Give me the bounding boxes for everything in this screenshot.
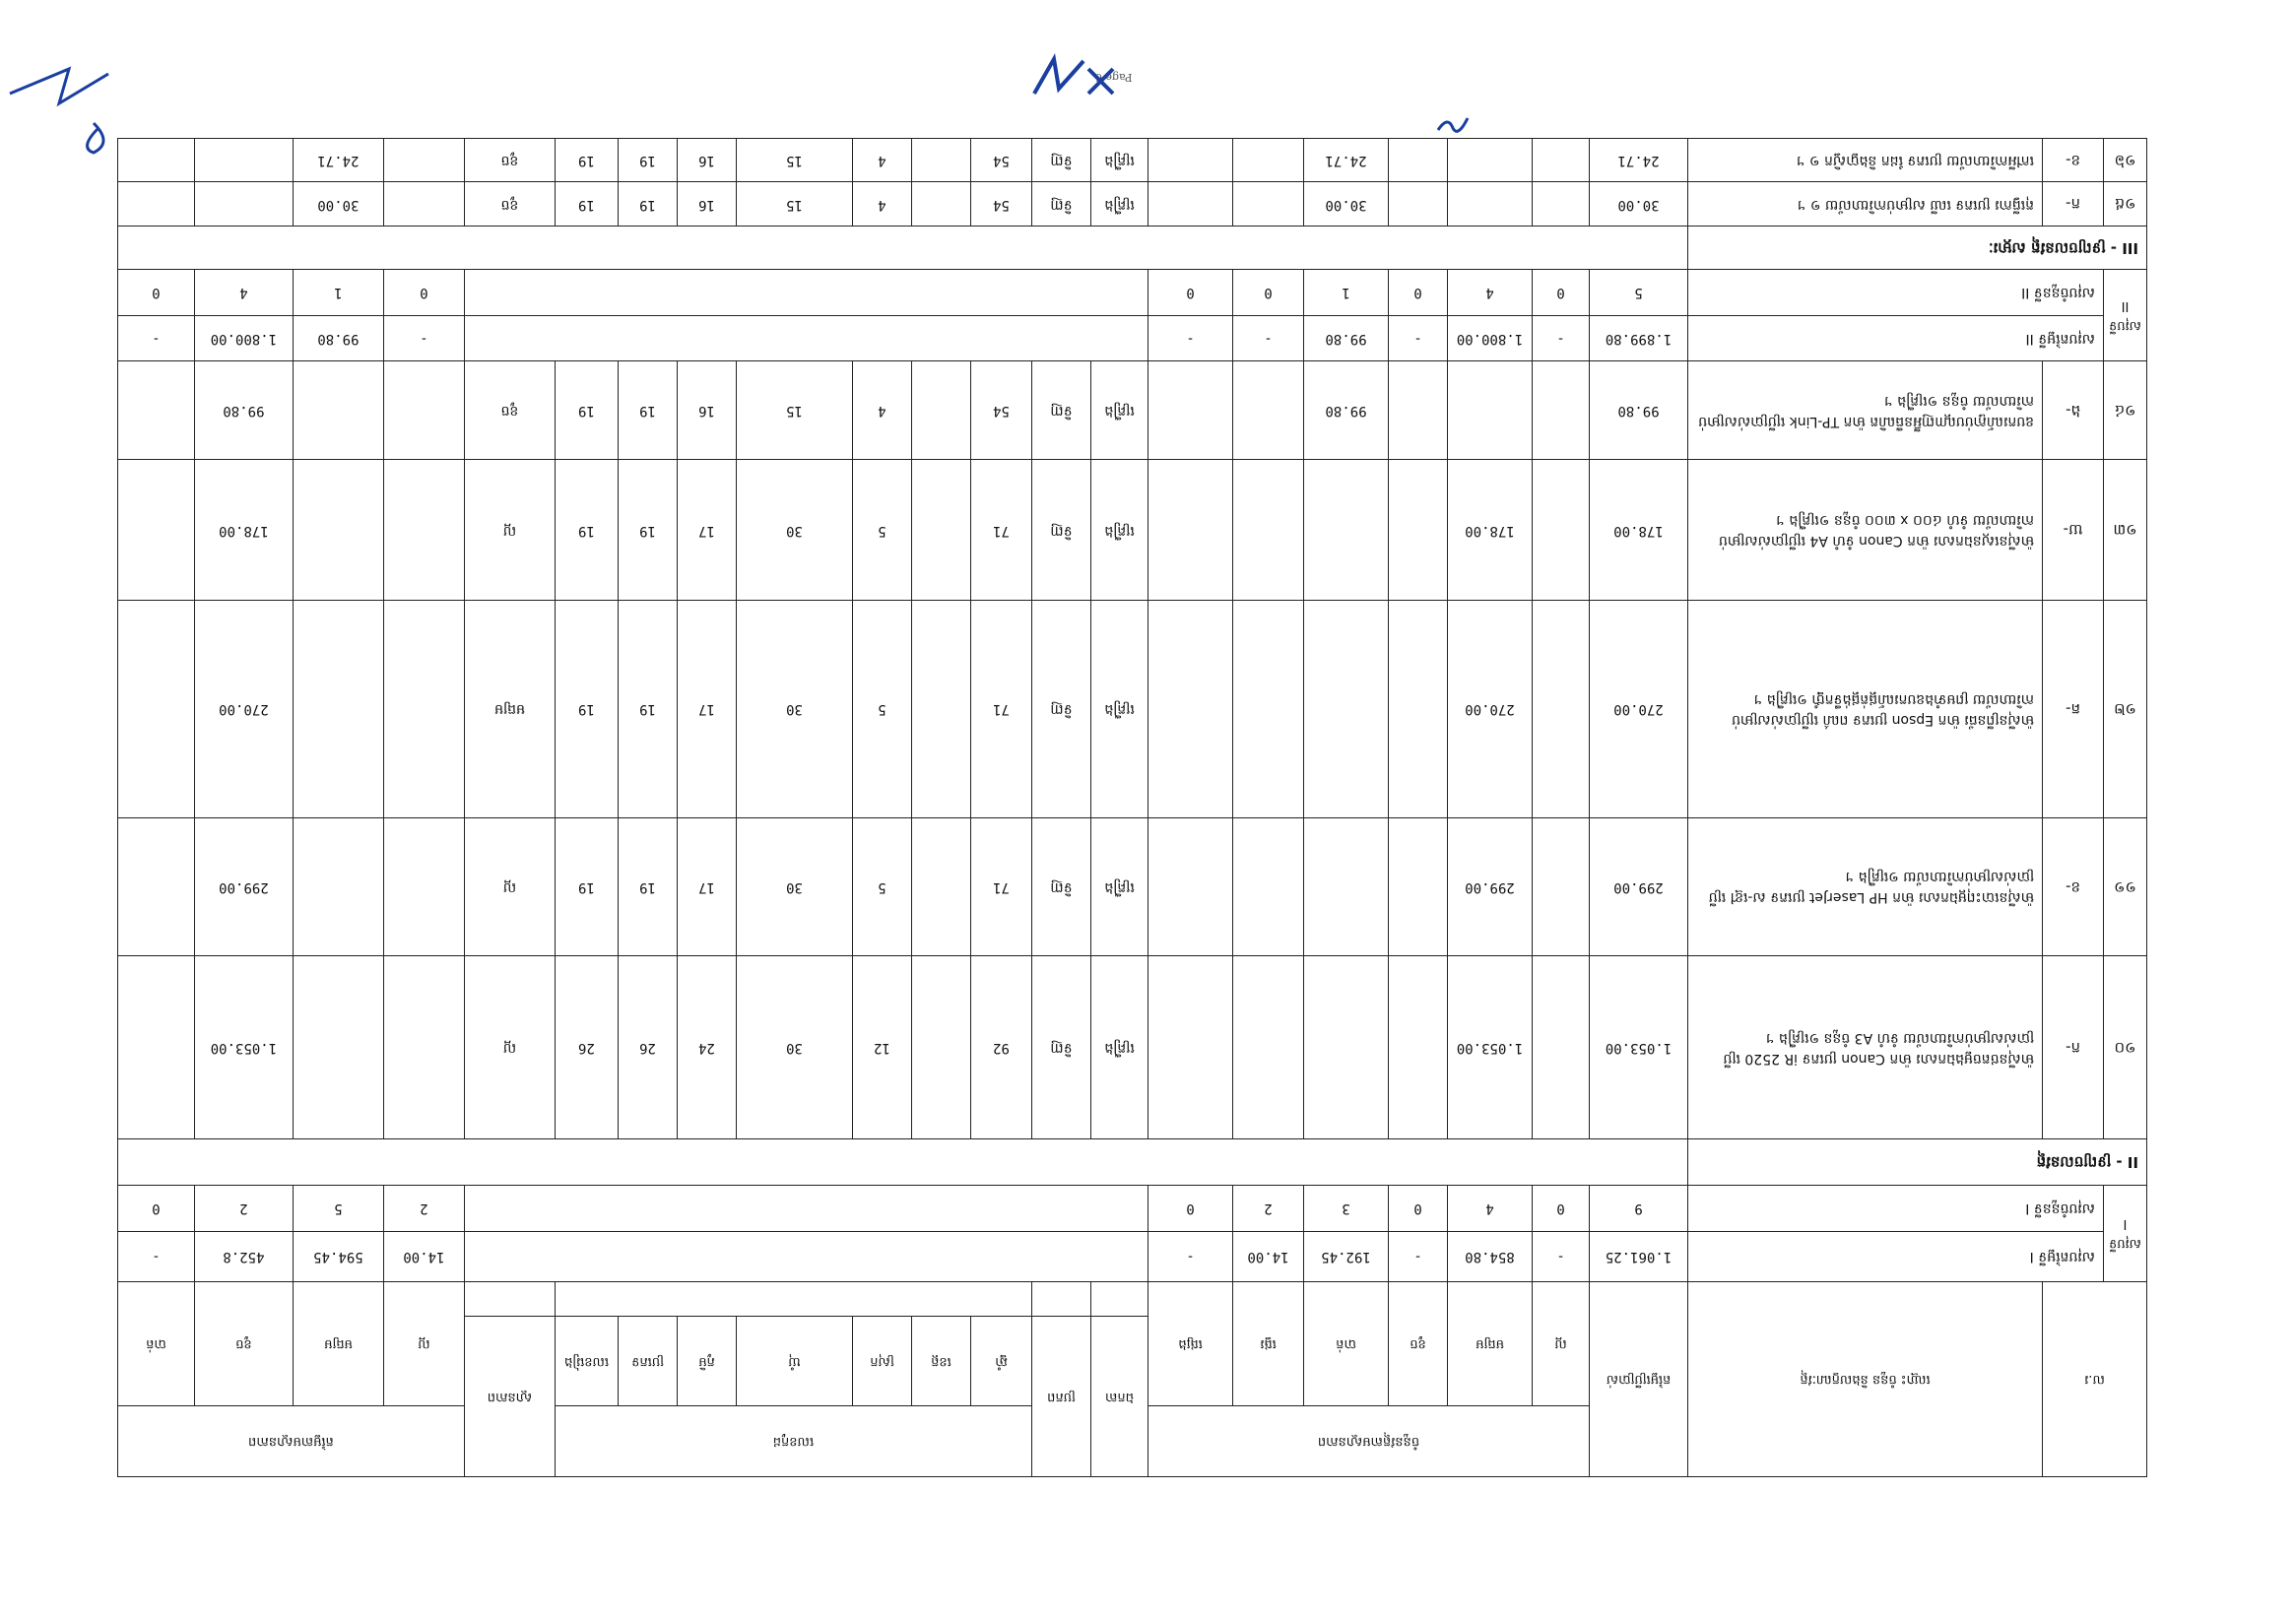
s2-title: II - ទ្រព្យចលនវត្ថុ	[1687, 1139, 2146, 1186]
row-10-other	[1148, 955, 1232, 1138]
s1-total-r-good: 14.00	[383, 1231, 464, 1281]
row-14-r-bad: 99.80	[194, 361, 293, 460]
header-inventory-group: ចំនួនវត្ថុតាមស្ថានភាព	[1148, 1405, 1589, 1476]
header-code-village: ភូមិ	[677, 1316, 736, 1405]
row-10-commune: 24	[677, 955, 736, 1138]
s3-title: III - ទ្រព្យចលនវត្ថុ សម្ភារៈ	[1687, 226, 2146, 269]
header-code-group: លេខកូដ	[555, 1405, 1031, 1476]
header-description: ឈ្មោះ ចំនួន និងលក្ខណៈវត្ថុ	[1687, 1281, 2042, 1476]
row-12-unit: គ្រឿង	[1090, 600, 1148, 817]
row-10-bad	[1388, 955, 1447, 1138]
s1-total-mid: 854.80	[1447, 1231, 1532, 1281]
row-15-status: ខូច	[464, 182, 555, 226]
s2-total-transfer: -	[1232, 315, 1303, 361]
header-remark-mid: មធ្យម	[293, 1281, 383, 1405]
row-13-status: ល្អ	[464, 460, 555, 600]
row-12-district: 30	[736, 600, 852, 817]
row-12-year: 71	[970, 600, 1031, 817]
header-no: ល.រ	[2042, 1281, 2146, 1476]
header-unit: ឯកតា	[1090, 1316, 1148, 1476]
s1-total-value: 1.061.25	[1589, 1231, 1687, 1281]
header-code-commune: ឃុំ	[736, 1316, 852, 1405]
row-15-mid	[1447, 182, 1532, 226]
s1-total-value-label: សរុបតម្លៃទី I	[1687, 1231, 2103, 1281]
row-13-commune: 17	[677, 460, 736, 600]
row-14-r-lost	[383, 361, 464, 460]
row-10-blank	[911, 955, 970, 1138]
header-inv-lost: បាត់	[1303, 1281, 1388, 1405]
row-13-r-bad	[117, 460, 194, 600]
row-12-blank	[911, 600, 970, 817]
s2-total-other: -	[1148, 315, 1232, 361]
row-10-value: 1.053.00	[1589, 955, 1687, 1138]
s1-total-count-row	[117, 1186, 2146, 1232]
row-16-year: 54	[970, 139, 1031, 182]
row-10-status: ល្អ	[464, 955, 555, 1138]
row-11-village: 19	[618, 818, 677, 956]
row-11-year: 71	[970, 818, 1031, 956]
s2-total-r-good: -	[383, 315, 464, 361]
header-inv-bad: ខូច	[1388, 1281, 1447, 1405]
row-12-bad	[1388, 600, 1447, 817]
row-14-village: 19	[618, 361, 677, 460]
asset-row-14	[117, 361, 2146, 460]
row-10-letter: ក-	[2042, 955, 2103, 1138]
row-15-r-bad: 30.00	[293, 182, 383, 226]
header-status: ស្ថានភាព	[464, 1316, 555, 1476]
row-15-year: 54	[970, 182, 1031, 226]
s1-count-r-mid: 5	[293, 1186, 383, 1232]
s1-total-transfer: 14.00	[1232, 1231, 1303, 1281]
s2-title-row	[117, 1139, 2146, 1186]
row-13-district: 30	[736, 460, 852, 600]
s2-count-good: 0	[1532, 269, 1589, 315]
row-13-letter: ឃ-	[2042, 460, 2103, 600]
row-14-lost: 99.80	[1303, 361, 1388, 460]
row-14-unit: គ្រឿង	[1090, 361, 1148, 460]
row-16-no: ១៦	[2104, 139, 2147, 182]
row-14-other	[1148, 361, 1232, 460]
row-15-district: 15	[736, 182, 852, 226]
row-12-value: 270.00	[1589, 600, 1687, 817]
row-11-unit: គ្រឿង	[1090, 818, 1148, 956]
s1-count-r-lost: 0	[117, 1186, 194, 1232]
s1-total-r-mid: 594.45	[293, 1231, 383, 1281]
row-15-other	[1148, 182, 1232, 226]
row-13-type: 19	[555, 460, 618, 600]
row-13-desc: ម៉ាស៊ីនស្កេនឯកសារ ម៉ាក Canon ទំហំ A4 ប្រើប្រាស់សម្រាប់ការិយាល័យ ទំហំ ៤០០ x ៣០០ ចំនួន ១គ្រឿង ។	[1687, 460, 2042, 600]
row-11-blank	[911, 818, 970, 956]
s1-total-other: -	[1148, 1231, 1232, 1281]
row-15-r-mid	[194, 182, 293, 226]
row-11-other	[1148, 818, 1232, 956]
row-13-other	[1148, 460, 1232, 600]
s1-total-bad: -	[1388, 1231, 1447, 1281]
row-11-status: ល្អ	[464, 818, 555, 956]
row-14-good	[1532, 361, 1589, 460]
row-16-letter: ខ-	[2042, 139, 2103, 182]
row-16-province: 4	[852, 139, 911, 182]
row-12-province: 5	[852, 600, 911, 817]
s2-total-lost: 99.80	[1303, 315, 1388, 361]
row-13-province: 5	[852, 460, 911, 600]
row-11-good	[1532, 818, 1589, 956]
row-14-status: ខូច	[464, 361, 555, 460]
header-remark-bad: ខូច	[194, 1281, 293, 1405]
row-13-blank	[911, 460, 970, 600]
row-13-transfer	[1232, 460, 1303, 600]
row-11-commune: 17	[677, 818, 736, 956]
s2-total-value: 1.899.80	[1589, 315, 1687, 361]
s1-total-group-label: សរុបទី I	[2104, 1186, 2147, 1282]
s3-title-row	[117, 226, 2146, 269]
row-14-province: 4	[852, 361, 911, 460]
s1-count-value: 9	[1589, 1186, 1687, 1232]
header-inv-transfer: ផ្ទេរ	[1232, 1281, 1303, 1405]
s1-count-transfer: 2	[1232, 1186, 1303, 1232]
row-10-lost	[1303, 955, 1388, 1138]
row-13-bad	[1388, 460, 1447, 600]
row-12-source: ទិញ	[1031, 600, 1090, 817]
row-16-r-mid	[194, 139, 293, 182]
s2-total-r-mid: 99.80	[293, 315, 383, 361]
row-10-unit: គ្រឿង	[1090, 955, 1148, 1138]
row-13-good	[1532, 460, 1589, 600]
handwritten-initials-top	[1029, 49, 1118, 108]
s2-total-blank	[464, 315, 1148, 361]
s2-total-count-row	[117, 269, 2146, 315]
header-inv-other: ផ្សេង	[1148, 1281, 1232, 1405]
row-10-r-mid	[293, 955, 383, 1138]
s2-total-value-label: សរុបតម្លៃទី II	[1687, 315, 2103, 361]
row-15-letter: ក-	[2042, 182, 2103, 226]
row-12-transfer	[1232, 600, 1303, 817]
row-16-type: 19	[555, 139, 618, 182]
header-code-province: ខេត្ត	[911, 1316, 970, 1405]
row-12-village: 19	[618, 600, 677, 817]
header-remark-group: តម្លៃតាមស្ថានភាព	[117, 1405, 464, 1476]
row-10-province: 12	[852, 955, 911, 1138]
row-12-r-bad	[117, 600, 194, 817]
row-10-transfer	[1232, 955, 1303, 1138]
row-15-r-good	[117, 182, 194, 226]
row-16-district: 15	[736, 139, 852, 182]
row-16-transfer	[1232, 139, 1303, 182]
row-12-r-good: 270.00	[194, 600, 293, 817]
row-12-r-lost	[383, 600, 464, 817]
row-15-blank-a	[1388, 182, 1447, 226]
s1-count-r-good: 2	[383, 1186, 464, 1232]
s2-total-count-label: សរុបចំនួនទី II	[1687, 269, 2103, 315]
row-14-value: 99.80	[1589, 361, 1687, 460]
s1-total-count-label: សរុបចំនួនទី I	[1687, 1186, 2103, 1232]
row-10-district: 30	[736, 955, 852, 1138]
asset-row-16	[117, 139, 2146, 182]
header-code-seq: លេខរៀង	[555, 1316, 618, 1405]
s1-total-r-bad: 452.8	[194, 1231, 293, 1281]
s2-count-r-bad: 4	[194, 269, 293, 315]
s1-count-lost: 3	[1303, 1186, 1388, 1232]
s1-total-value-row	[117, 1231, 2146, 1281]
row-11-letter: ខ-	[2042, 818, 2103, 956]
row-15-blank	[911, 182, 970, 226]
row-12-lost	[1303, 600, 1388, 817]
s2-total-good: -	[1532, 315, 1589, 361]
row-16-village: 19	[618, 139, 677, 182]
s2-count-blank	[464, 269, 1148, 315]
row-11-r-mid	[293, 818, 383, 956]
header-code-sub	[555, 1281, 1031, 1316]
row-16-bad: 24.71	[1303, 139, 1388, 182]
row-14-year: 54	[970, 361, 1031, 460]
header-unit-sub	[1090, 1281, 1148, 1316]
s2-count-transfer: 0	[1232, 269, 1303, 315]
row-11-source: ទិញ	[1031, 818, 1090, 956]
row-16-value: 24.71	[1589, 139, 1687, 182]
row-10-r-bad	[117, 955, 194, 1138]
s2-count-bad: 0	[1388, 269, 1447, 315]
row-10-source: ទិញ	[1031, 955, 1090, 1138]
row-16-source: ទិញ	[1031, 139, 1090, 182]
row-12-no: ១២	[2104, 600, 2147, 817]
row-12-good	[1532, 600, 1589, 817]
row-14-source: ទិញ	[1031, 361, 1090, 460]
header-row-1	[117, 1405, 2146, 1476]
row-16-r-good	[117, 139, 194, 182]
row-13-r-mid	[293, 460, 383, 600]
row-10-mid: 1.053.00	[1447, 955, 1532, 1138]
row-14-blank	[911, 361, 970, 460]
row-15-value: 30.00	[1589, 182, 1687, 226]
s2-total-mid: 1.800.00	[1447, 315, 1532, 361]
row-15-village: 19	[618, 182, 677, 226]
row-10-type: 26	[555, 955, 618, 1138]
row-12-other	[1148, 600, 1232, 817]
header-status-sub	[464, 1281, 555, 1316]
s2-count-other: 0	[1148, 269, 1232, 315]
row-15-province: 4	[852, 182, 911, 226]
asset-ledger-sheet	[138, 138, 2147, 1477]
row-14-r-mid	[293, 361, 383, 460]
row-14-bad	[1388, 361, 1447, 460]
s2-total-value-row	[117, 315, 2146, 361]
row-11-desc: ម៉ាស៊ីនបោះពុម្ពឯកសារ ម៉ាក HP LaserJet ប្រភេទ ស-ខ្មៅ ប្រើប្រាស់សម្រាប់ការិយាល័យ ១គ្រឿង ។	[1687, 818, 2042, 956]
s1-total-blank	[464, 1231, 1148, 1281]
row-12-r-mid	[293, 600, 383, 817]
row-16-mid	[1447, 139, 1532, 182]
s2-total-r-lost: -	[117, 315, 194, 361]
s1-count-bad: 0	[1388, 1186, 1447, 1232]
header-inv-good: ល្អ	[1532, 1281, 1589, 1405]
row-16-commune: 16	[677, 139, 736, 182]
s1-count-r-bad: 2	[194, 1186, 293, 1232]
row-11-province: 5	[852, 818, 911, 956]
row-10-desc: ម៉ាស៊ីនថតចម្លងឯកសារ ម៉ាក Canon ប្រភេទ iR 2520 ប្រើប្រាស់សម្រាប់ការិយាល័យ ទំហំ A3 ចំនួន ១គ្រឿង ។	[1687, 955, 2042, 1138]
row-14-r-good	[117, 361, 194, 460]
row-10-no: ១០	[2104, 955, 2147, 1138]
row-13-r-lost	[383, 460, 464, 600]
row-10-good	[1532, 955, 1589, 1138]
row-11-district: 30	[736, 818, 852, 956]
row-13-mid: 178.00	[1447, 460, 1532, 600]
row-11-lost	[1303, 818, 1388, 956]
s1-count-good: 0	[1532, 1186, 1589, 1232]
row-11-r-bad	[117, 818, 194, 956]
row-14-letter: ង-	[2042, 361, 2103, 460]
row-10-year: 92	[970, 955, 1031, 1138]
row-13-lost	[1303, 460, 1388, 600]
row-11-type: 19	[555, 818, 618, 956]
row-15-r-lost	[383, 182, 464, 226]
row-16-status: ខូច	[464, 139, 555, 182]
row-14-type: 19	[555, 361, 618, 460]
row-13-value: 178.00	[1589, 460, 1687, 600]
row-14-mid	[1447, 361, 1532, 460]
header-value: តម្លៃប្រើប្រាស់	[1589, 1281, 1687, 1476]
s2-count-r-lost: 0	[117, 269, 194, 315]
row-15-unit: គ្រឿង	[1090, 182, 1148, 226]
row-11-bad	[1388, 818, 1447, 956]
row-11-value: 299.00	[1589, 818, 1687, 956]
header-code-district: ស្រុក	[852, 1316, 911, 1405]
row-13-unit: គ្រឿង	[1090, 460, 1148, 600]
row-10-r-lost	[383, 955, 464, 1138]
header-code-type: ប្រភេទ	[618, 1316, 677, 1405]
row-15-source: ទិញ	[1031, 182, 1090, 226]
row-12-status: មធ្យម	[464, 600, 555, 817]
s2-count-r-mid: 1	[293, 269, 383, 315]
row-16-other	[1148, 139, 1232, 182]
handwritten-mark-check	[1433, 110, 1473, 140]
row-15-transfer	[1232, 182, 1303, 226]
row-14-transfer	[1232, 361, 1303, 460]
s2-total-bad: -	[1388, 315, 1447, 361]
row-16-r-bad: 24.71	[293, 139, 383, 182]
row-11-r-good: 299.00	[194, 818, 293, 956]
row-10-village: 26	[618, 955, 677, 1138]
header-source-sub	[1031, 1281, 1090, 1316]
s1-count-blank	[464, 1186, 1148, 1232]
row-12-type: 19	[555, 600, 618, 817]
s1-count-other: 0	[1148, 1186, 1232, 1232]
row-16-good	[1532, 139, 1589, 182]
s3-title-blank	[117, 226, 1687, 269]
row-11-r-lost	[383, 818, 464, 956]
asset-row-12	[117, 600, 2146, 817]
header-remark-good: ល្អ	[383, 1281, 464, 1405]
row-15-desc: តុធ្វើការ ប្រភេទ ឈើ សម្រាប់ការិយាល័យ ១ ។	[1687, 182, 2042, 226]
row-13-year: 71	[970, 460, 1031, 600]
row-16-blank-a	[1388, 139, 1447, 182]
s1-total-r-lost: -	[117, 1231, 194, 1281]
s1-total-lost: 192.45	[1303, 1231, 1388, 1281]
row-12-commune: 17	[677, 600, 736, 817]
row-16-unit: គ្រឿង	[1090, 139, 1148, 182]
asset-row-13	[117, 460, 2146, 600]
header-code-year: ឆ្នាំ	[970, 1316, 1031, 1405]
row-11-mid: 299.00	[1447, 818, 1532, 956]
row-12-desc: ម៉ាស៊ីនព្រីនធ័រ ម៉ាក Epson ប្រភេទ ពណ៌ ប្រើប្រាស់សម្រាប់ការិយាល័យ ព្រមទាំងឧបករណ៍ផ្គត់ផ្គង់ទឹកថ្នាំ ១គ្រឿង ។	[1687, 600, 2042, 817]
row-14-district: 15	[736, 361, 852, 460]
row-13-r-good: 178.00	[194, 460, 293, 600]
row-12-mid: 270.00	[1447, 600, 1532, 817]
s2-count-r-good: 0	[383, 269, 464, 315]
page-number: Page 6	[1095, 71, 1133, 84]
row-14-commune: 16	[677, 361, 736, 460]
s2-total-r-bad: 1.800.00	[194, 315, 293, 361]
s1-count-mid: 4	[1447, 1186, 1532, 1232]
row-11-transfer	[1232, 818, 1303, 956]
header-inv-mid: មធ្យម	[1447, 1281, 1532, 1405]
row-14-desc: ឧបករណ៍ភ្ជាប់បណ្តាញអ៊ីនធឺណិត ម៉ាក TP-Link ប្រើប្រាស់សម្រាប់ការិយាល័យ ចំនួន ១គ្រឿង ។	[1687, 361, 2042, 460]
row-14-no: ១៤	[2104, 361, 2147, 460]
row-13-source: ទិញ	[1031, 460, 1090, 600]
asset-row-15	[117, 182, 2146, 226]
header-source: ប្រភព	[1031, 1316, 1090, 1476]
row-15-bad: 30.00	[1303, 182, 1388, 226]
s2-count-mid: 4	[1447, 269, 1532, 315]
s2-count-lost: 1	[1303, 269, 1388, 315]
row-11-no: ១១	[2104, 818, 2147, 956]
row-13-village: 19	[618, 460, 677, 600]
row-10-r-good: 1.053.00	[194, 955, 293, 1138]
row-13-no: ១៣	[2104, 460, 2147, 600]
row-15-no: ១៥	[2104, 182, 2147, 226]
row-15-good	[1532, 182, 1589, 226]
row-16-desc: កៅអីការិយាល័យ ប្រភេទ ដែក និងប្លាស្ទិក ១ ។	[1687, 139, 2042, 182]
s2-total-group-label: សរុបទី II	[2104, 269, 2147, 360]
asset-row-11	[117, 818, 2146, 956]
asset-row-10	[117, 955, 2146, 1138]
row-12-letter: គ-	[2042, 600, 2103, 817]
row-16-r-lost	[383, 139, 464, 182]
header-remark-lost: បាត់	[117, 1281, 194, 1405]
s2-title-blank	[117, 1139, 1687, 1186]
row-15-type: 19	[555, 182, 618, 226]
s2-count-value: 5	[1589, 269, 1687, 315]
handwritten-mark-top-left	[0, 30, 118, 158]
s1-total-good: -	[1532, 1231, 1589, 1281]
row-15-commune: 16	[677, 182, 736, 226]
row-16-blank	[911, 139, 970, 182]
asset-ledger-table	[117, 138, 2147, 1477]
